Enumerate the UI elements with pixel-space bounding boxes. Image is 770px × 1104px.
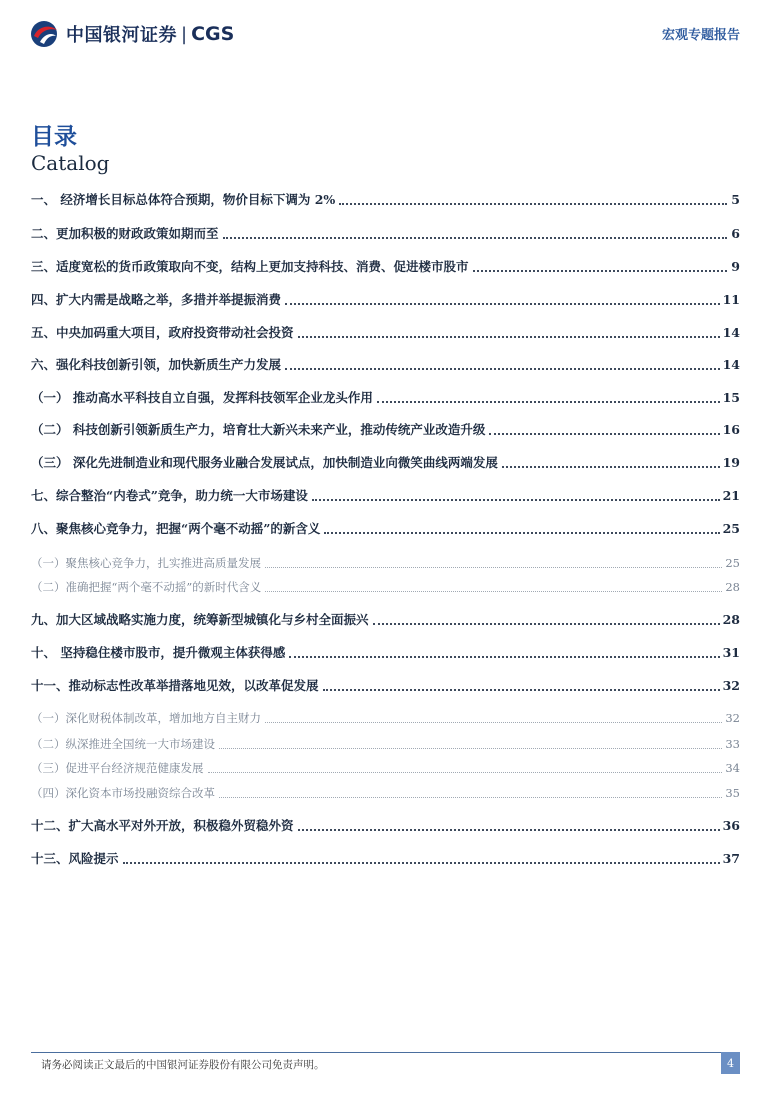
toc-dot-leader [373, 623, 720, 625]
toc-entry-title: 三、适度宽松的货币政策取向不变，结构上更加支持科技、消费、促进楼市股市 [31, 259, 469, 274]
toc-entry-title: （二）准确把握“两个毫不动摇”的新时代含义 [31, 580, 262, 594]
toc-dot-leader [324, 532, 719, 534]
toc-dot-leader [219, 748, 722, 749]
toc-entry-title: （二） 科技创新引领新质生产力，培育壮大新兴未来产业，推动传统产业改造升级 [31, 422, 486, 437]
toc-entry-page: 6 [731, 226, 740, 241]
toc-entry-title: 一、 经济增长目标总体符合预期，物价目标下调为 2% [31, 192, 336, 207]
logo-chinese-name: 中国银河证券 [66, 25, 177, 46]
footer-disclaimer: 请务必阅读正文最后的中国银河证券股份有限公司免责声明。 [41, 1059, 325, 1071]
toc-entry[interactable] [31, 676, 740, 696]
toc-entry[interactable] [31, 323, 740, 343]
toc-entry-page: 31 [722, 645, 740, 660]
toc-entry[interactable] [31, 355, 740, 375]
toc-dot-leader [265, 567, 722, 568]
toc-entry-page: 25 [725, 556, 740, 570]
toc-entry-title: （一）聚焦核心竞争力，扎实推进高质量发展 [31, 556, 261, 570]
toc-entry[interactable] [31, 190, 740, 210]
toc-dot-leader [298, 336, 720, 338]
toc-dot-leader [223, 237, 727, 239]
toc-entry-title: （二）纵深推进全国统一大市场建设 [31, 737, 215, 751]
logo-english-name: CGS [191, 23, 235, 45]
toc-entry-page: 25 [722, 521, 740, 536]
toc-entry-title: 十一、推动标志性改革举措落地见效，以改革促发展 [31, 678, 319, 693]
toc-entry-title: 四、扩大内需是战略之举，多措并举提振消费 [31, 292, 282, 307]
toc-entry[interactable] [31, 610, 740, 630]
footer-divider [31, 1052, 740, 1053]
toc-entry-title: （三） 深化先进制造业和现代服务业融合发展试点，加快制造业向微笑曲线两端发展 [31, 455, 498, 470]
toc-entry-title: （一）深化财税体制改革，增加地方自主财力 [31, 711, 261, 725]
toc-entry-title: 二、更加积极的财政政策如期而至 [31, 226, 219, 241]
toc-entry[interactable] [31, 486, 740, 506]
toc-entry-title: 十三、风险提示 [31, 851, 119, 866]
toc-entry[interactable] [31, 224, 740, 244]
toc-entry-page: 32 [722, 678, 740, 693]
toc-entry-page: 11 [722, 292, 740, 307]
toc-entry-title: 八、聚焦核心竞争力，把握“两个毫不动摇”的新含义 [31, 521, 321, 536]
toc-entry[interactable] [31, 708, 740, 728]
toc-entry-page: 32 [725, 711, 740, 725]
toc-dot-leader [323, 689, 720, 691]
toc-entry-title: 九、加大区域战略实施力度，统筹新型城镇化与乡村全面振兴 [31, 612, 369, 627]
toc-dot-leader [219, 797, 722, 798]
toc-entry[interactable] [31, 519, 740, 539]
cgs-logo-icon [30, 20, 60, 48]
toc-entry-page: 36 [722, 818, 740, 833]
toc-dot-leader [473, 270, 727, 272]
toc-entry[interactable] [31, 388, 740, 408]
toc-entry-title: （三）促进平台经济规范健康发展 [31, 761, 204, 775]
toc-entry[interactable] [31, 734, 740, 754]
page-number: 4 [721, 1052, 740, 1074]
toc-entry[interactable] [31, 257, 740, 277]
toc-entry-page: 14 [722, 357, 740, 372]
toc-entry-title: （四）深化资本市场投融资综合改革 [31, 786, 215, 800]
toc-entry-title: 十二、扩大高水平对外开放，积极稳外贸稳外资 [31, 818, 294, 833]
toc-entry-page: 16 [722, 422, 740, 437]
toc-dot-leader [208, 772, 723, 773]
toc-dot-leader [285, 303, 720, 305]
toc-entry[interactable] [31, 577, 740, 597]
toc-entry[interactable] [31, 420, 740, 440]
toc-entry-title: 六、强化科技创新引领，加快新质生产力发展 [31, 357, 282, 372]
toc-entry-page: 28 [725, 580, 740, 594]
toc-entry-page: 35 [725, 786, 740, 800]
toc-dot-leader [123, 862, 720, 864]
toc-entry[interactable] [31, 643, 740, 663]
toc-entry-page: 37 [722, 851, 740, 866]
toc-entry-page: 28 [722, 612, 740, 627]
toc-entry-title: 七、综合整治“内卷式”竞争，助力统一大市场建设 [31, 488, 308, 503]
report-type-label: 宏观专题报告 [661, 28, 740, 43]
toc-dot-leader [377, 401, 720, 403]
toc-entry-page: 34 [725, 761, 740, 775]
toc-title-cn: 目录 [31, 123, 77, 150]
toc-dot-leader [312, 499, 720, 501]
toc-entry-page: 9 [731, 259, 740, 274]
toc-dot-leader [339, 203, 727, 205]
logo-separator: | [181, 23, 188, 45]
toc-entry-page: 33 [725, 737, 740, 751]
toc-entry-title: 十、 坚持稳住楼市股市，提升微观主体获得感 [31, 645, 286, 660]
company-logo [30, 20, 234, 48]
toc-dot-leader [285, 368, 720, 370]
toc-dot-leader [502, 466, 720, 468]
toc-title-en: Catalog [31, 151, 110, 175]
toc-entry[interactable] [31, 758, 740, 778]
page-header [0, 0, 770, 70]
toc-entry-title: 五、中央加码重大项目，政府投资带动社会投资 [31, 325, 294, 340]
toc-dot-leader [289, 656, 719, 658]
toc-entry-page: 14 [722, 325, 740, 340]
toc-entry[interactable] [31, 816, 740, 836]
toc-dot-leader [489, 433, 719, 435]
toc-entry-page: 21 [722, 488, 740, 503]
toc-dot-leader [265, 591, 722, 592]
toc-entry-title: （一） 推动高水平科技自立自强，发挥科技领军企业龙头作用 [31, 390, 373, 405]
toc-entry-page: 5 [731, 192, 740, 207]
toc-dot-leader [265, 722, 722, 723]
toc-entry-page: 15 [722, 390, 740, 405]
toc-entry[interactable] [31, 453, 740, 473]
toc-entry[interactable] [31, 553, 740, 573]
toc-entry[interactable] [31, 783, 740, 803]
toc-entry[interactable] [31, 849, 740, 869]
toc-dot-leader [298, 829, 720, 831]
toc-entry-page: 19 [722, 455, 740, 470]
toc-entry[interactable] [31, 290, 740, 310]
